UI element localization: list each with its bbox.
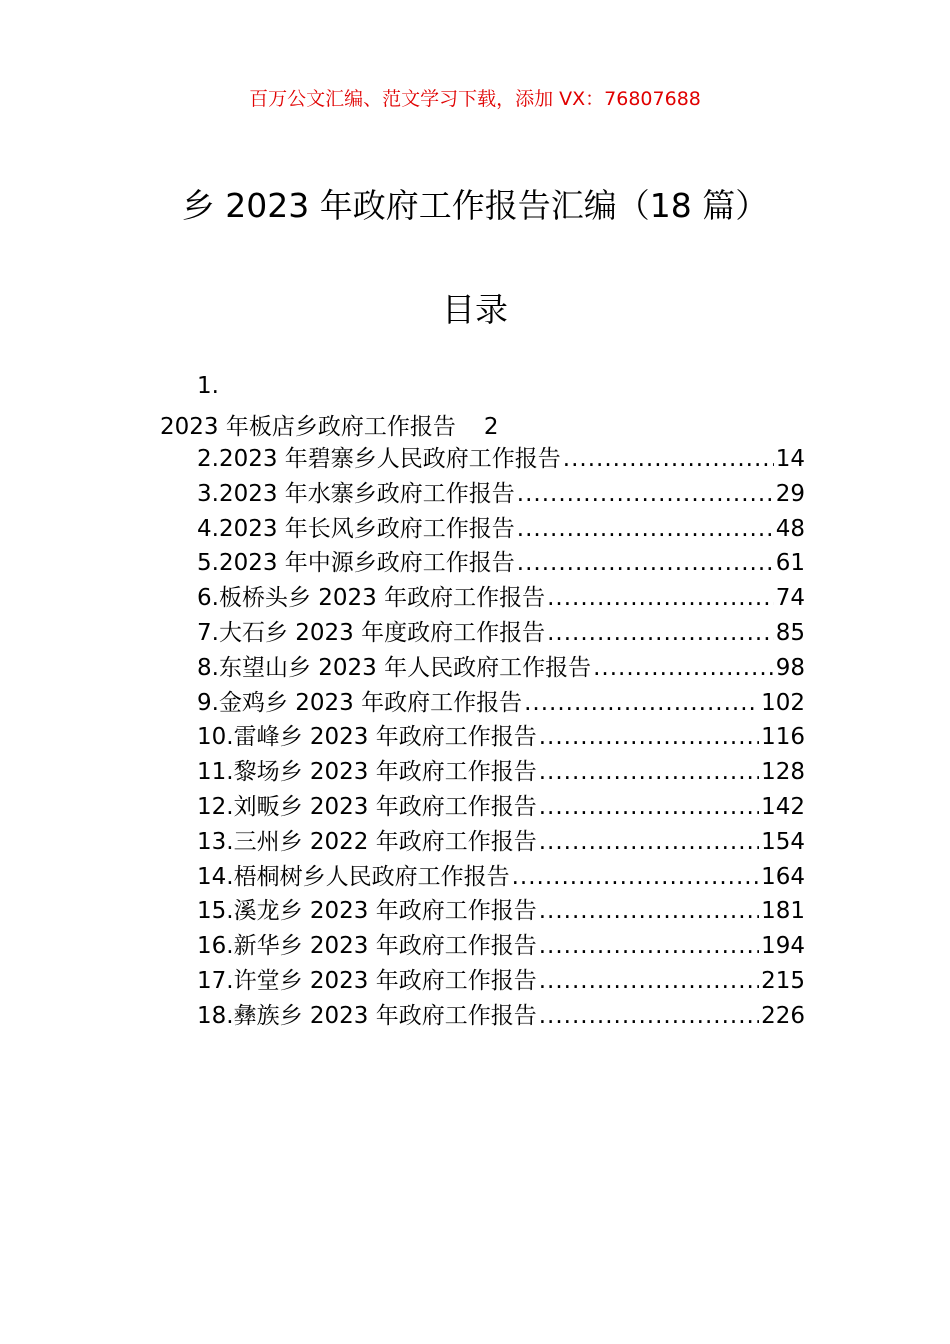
toc-list <box>197 442 805 1034</box>
toc-item-page: 116 <box>761 724 805 751</box>
toc-item[interactable] <box>197 825 805 860</box>
toc-item[interactable] <box>197 929 805 964</box>
toc-item[interactable] <box>197 755 805 790</box>
toc-item[interactable] <box>197 686 805 721</box>
toc-item[interactable] <box>197 720 805 755</box>
toc-item[interactable] <box>197 442 805 477</box>
dot-leader <box>524 686 759 721</box>
toc-item-page: 215 <box>761 967 805 994</box>
toc-item-1-page: 2 <box>483 414 499 440</box>
toc-item-1-label: 2023 年板店乡政府工作报告 <box>160 414 456 440</box>
toc-item[interactable] <box>197 894 805 929</box>
toc-item[interactable] <box>197 477 805 512</box>
toc-item-page: 181 <box>761 898 805 925</box>
toc-item[interactable] <box>197 860 805 895</box>
dot-leader <box>563 442 774 477</box>
dot-leader <box>539 755 759 790</box>
toc-item-page: 128 <box>761 759 805 786</box>
toc-item-label: 10.雷峰乡 2023 年政府工作报告 <box>197 724 537 751</box>
toc-item-page: 85 <box>775 619 805 646</box>
document-title: 乡 2023 年政府工作报告汇编（18 篇） <box>181 186 769 225</box>
toc-item-page: 102 <box>761 689 805 716</box>
toc-item-label: 9.金鸡乡 2023 年政府工作报告 <box>197 689 523 716</box>
dot-leader <box>512 860 760 895</box>
toc-item[interactable] <box>197 512 805 547</box>
toc-item-page: 226 <box>761 1002 805 1029</box>
toc-item[interactable] <box>197 999 805 1034</box>
toc-item[interactable] <box>197 616 805 651</box>
toc-item[interactable] <box>197 790 805 825</box>
toc-item-label: 17.许堂乡 2023 年政府工作报告 <box>197 967 537 994</box>
toc-item-page: 29 <box>775 480 805 507</box>
toc-item-1[interactable] <box>160 408 499 441</box>
dot-leader <box>517 546 774 581</box>
dot-leader <box>593 651 774 686</box>
toc-item[interactable] <box>197 651 805 686</box>
dot-leader <box>539 825 759 860</box>
dot-leader <box>547 616 774 651</box>
toc-item-label: 7.大石乡 2023 年度政府工作报告 <box>197 619 546 646</box>
toc-item-label: 13.三州乡 2022 年政府工作报告 <box>197 828 537 855</box>
dot-leader <box>517 477 774 512</box>
toc-item[interactable] <box>197 581 805 616</box>
toc-item-page: 14 <box>775 446 805 472</box>
toc-item-label: 12.刘畈乡 2023 年政府工作报告 <box>197 793 537 820</box>
dot-leader <box>539 964 759 999</box>
toc-heading: 目录 <box>442 290 508 329</box>
toc-item-label: 14.梧桐树乡人民政府工作报告 <box>197 863 510 890</box>
dot-leader <box>539 790 759 825</box>
toc-item[interactable] <box>197 546 805 581</box>
toc-item-label: 5.2023 年中源乡政府工作报告 <box>197 550 515 577</box>
toc-item-label: 15.溪龙乡 2023 年政府工作报告 <box>197 898 537 925</box>
toc-item-page: 154 <box>761 828 805 855</box>
toc-item-label: 8.东望山乡 2023 年人民政府工作报告 <box>197 654 592 681</box>
toc-item-label: 4.2023 年长风乡政府工作报告 <box>197 515 515 542</box>
toc-item-page: 164 <box>761 863 805 890</box>
dot-leader <box>539 720 759 755</box>
toc-item-label: 11.黎场乡 2023 年政府工作报告 <box>197 759 537 786</box>
toc-item-label: 18.彝族乡 2023 年政府工作报告 <box>197 1002 537 1029</box>
toc-item-1-number[interactable]: 1. <box>197 373 219 399</box>
toc-item-page: 48 <box>775 515 805 542</box>
toc-item-label: 6.板桥头乡 2023 年政府工作报告 <box>197 585 546 612</box>
dot-leader <box>539 929 759 964</box>
dot-leader <box>547 581 774 616</box>
dot-leader <box>539 999 759 1034</box>
toc-item-label: 2.2023 年碧寨乡人民政府工作报告 <box>197 446 561 472</box>
toc-item-page: 74 <box>775 585 805 612</box>
toc-item-page: 194 <box>761 933 805 960</box>
toc-item[interactable] <box>197 964 805 999</box>
toc-item-page: 61 <box>775 550 805 577</box>
toc-item-page: 98 <box>775 654 805 681</box>
download-banner: 百万公文汇编、范文学习下载，添加 VX：76807688 <box>249 88 701 110</box>
dot-leader <box>539 894 759 929</box>
toc-item-page: 142 <box>761 793 805 820</box>
toc-item-label: 16.新华乡 2023 年政府工作报告 <box>197 933 537 960</box>
dot-leader <box>517 512 774 547</box>
toc-item-label: 3.2023 年水寨乡政府工作报告 <box>197 480 515 507</box>
